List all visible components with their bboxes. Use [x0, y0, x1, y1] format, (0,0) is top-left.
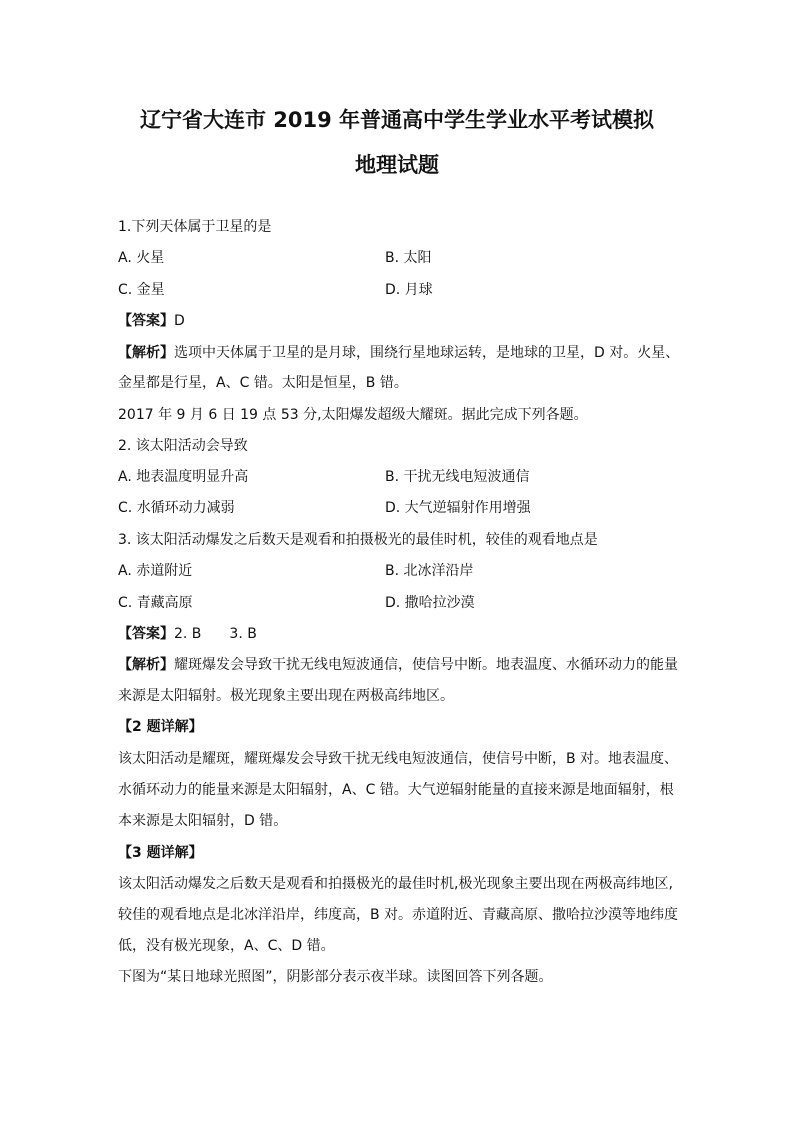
document-title: 辽宁省大连市 2019 年普通高中学生学业水平考试模拟	[139, 108, 655, 132]
q2-option-a: A. 地表温度明显升高	[118, 469, 249, 485]
detail-3-heading: 【3 题详解】	[118, 845, 203, 861]
q1-option-c: C. 金星	[118, 282, 165, 298]
q2-3-analysis-line-1	[118, 655, 678, 675]
q1-analysis-line-1	[118, 343, 679, 363]
analysis-text: 耀斑爆发会导致干扰无线电短波通信，使信号中断。地表温度、水循环动力的能量	[174, 657, 678, 673]
q3-option-d: D. 撒哈拉沙漠	[385, 595, 475, 611]
analysis-tag: 【解析】	[118, 345, 174, 361]
q2-3-analysis-line-2: 来源是太阳辐射。极光现象主要出现在两极高纬地区。	[118, 688, 454, 704]
q1-analysis-line-2: 金星都是行星，A、C 错。太阳是恒星，B 错。	[118, 375, 408, 391]
detail-3-line-3: 低，没有极光现象，A、C、D 错。	[118, 938, 335, 954]
q2-option-b: B. 干扰无线电短波通信	[385, 469, 530, 485]
q2-option-c: C. 水循环动力减弱	[118, 500, 235, 516]
q3-option-b: B. 北冰洋沿岸	[385, 563, 474, 579]
q2-option-d: D. 大气逆辐射作用增强	[385, 500, 531, 516]
question-3: 3. 该太阳活动爆发之后数天是观看和拍摄极光的最佳时机，较佳的观看地点是	[118, 532, 598, 548]
answer-value: D	[174, 313, 185, 329]
answer-tag: 【答案】	[118, 626, 174, 642]
q1-option-a: A. 火星	[118, 250, 165, 266]
question-1: 1.下列天体属于卫星的是	[118, 219, 272, 235]
q3-option-c: C. 青藏高原	[118, 595, 193, 611]
material-intro-next: 下图为“某日地球光照图”，阴影部分表示夜半球。读图回答下列各题。	[118, 969, 553, 985]
material-intro-2-3: 2017 年 9 月 6 日 19 点 53 分,太阳爆发超级大耀斑。据此完成下列各题。	[118, 407, 588, 423]
analysis-tag: 【解析】	[118, 657, 174, 673]
q2-3-answer	[118, 624, 257, 644]
detail-3-line-1: 该太阳活动爆发之后数天是观看和拍摄极光的最佳时机,极光现象主要出现在两极高纬地区,	[118, 876, 673, 892]
detail-2-line-3: 本来源是太阳辐射，D 错。	[118, 813, 288, 829]
detail-2-heading: 【2 题详解】	[118, 719, 203, 735]
detail-3-line-2: 较佳的观看地点是北冰洋沿岸，纬度高，B 对。赤道附近、青藏高原、撒哈拉沙漠等地纬度	[118, 907, 679, 923]
q1-answer	[118, 311, 185, 331]
document-subtitle: 地理试题	[355, 153, 439, 177]
answer-tag: 【答案】	[118, 313, 174, 329]
detail-2-line-2: 水循环动力的能量来源是太阳辐射，A、C 错。大气逆辐射能量的直接来源是地面辐射，根	[118, 782, 674, 798]
q1-option-b: B. 太阳	[385, 250, 432, 266]
question-2: 2. 该太阳活动会导致	[118, 438, 248, 454]
answer-value: 2. B 3. B	[174, 626, 257, 642]
analysis-text: 选项中天体属于卫星的是月球，围绕行星地球运转，是地球的卫星，D 对。火星、	[174, 345, 680, 361]
q3-option-a: A. 赤道附近	[118, 563, 193, 579]
q1-option-d: D. 月球	[385, 282, 433, 298]
detail-2-line-1: 该太阳活动是耀斑，耀斑爆发会导致干扰无线电短波通信，使信号中断，B 对。地表温度、	[118, 751, 679, 767]
